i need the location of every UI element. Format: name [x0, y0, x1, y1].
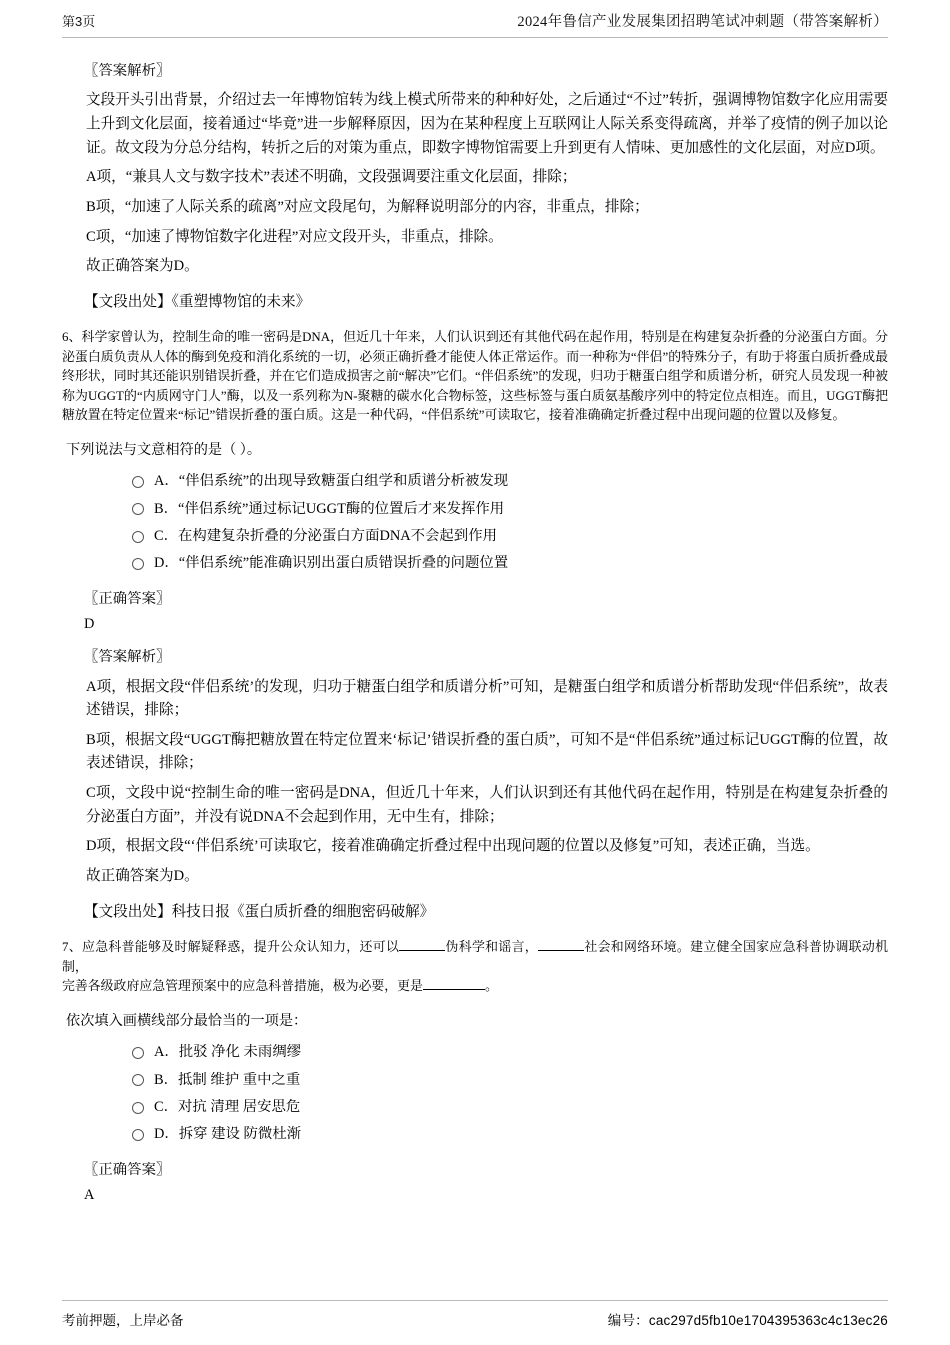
- q7-option-c-label: C．对抗 清理 居安思危: [154, 1099, 301, 1116]
- q6-answer-value: D: [84, 615, 95, 632]
- q7-stem-line2-part2: 。: [484, 979, 498, 994]
- question-6: [62, 328, 888, 924]
- q5-source-label: 【文段出处】《重塑博物馆的未来》: [84, 293, 311, 310]
- radio-icon[interactable]: [132, 1047, 144, 1059]
- q6-option-d-label: D．“伴侣系统”能准确识别出蛋白质错误折叠的问题位置: [154, 555, 509, 572]
- footer-row: [62, 1309, 888, 1329]
- q5-analysis-p1: 文段开头引出背景，介绍过去一年博物馆转为线上模式所带来的种种好处，之后通过“不过”转折，强调博物馆数字化应用需要上升到文化层面，接着通过“毕竟”进一步解释原因，因为在某种程度上互联网让人际关系变得疏离，并举了疫情的例子加以论证。故文段为分总分结构，转折之后的对策为重点，即数字博物馆需要上升到更有人情味、更加感性的文化层面，对应D项。: [86, 92, 888, 156]
- q5-analysis-p4: C项，“加速了博物馆数字化进程”对应文段开头，非重点，排除。: [86, 228, 503, 245]
- page-footer: [62, 1300, 888, 1329]
- q6-option-a-label: A．“伴侣系统”的出现导致糖蛋白组学和质谱分析被发现: [154, 473, 509, 490]
- q7-stem-line2-part1: 完善各级政府应急管理预案中的应急科普措施，极为必要，更是: [62, 979, 423, 994]
- footer-code: [608, 1309, 888, 1329]
- q7-stem-part3: 社会和网络环境。建立健全国家应急科普协调联动机制，: [62, 940, 889, 974]
- q6-analysis-p5: 故正确答案为D。: [86, 868, 199, 885]
- q5-analysis-p2: A项，“兼具人文与数字技术”表述不明确，文段强调要注重文化层面，排除；: [86, 169, 577, 186]
- q6-options: [62, 470, 888, 575]
- radio-icon[interactable]: [132, 531, 144, 543]
- radio-icon[interactable]: [132, 1129, 144, 1141]
- q6-analysis-p4: D项，根据文段“‘伴侣系统’可读取它，接着准确确定折叠过程中出现问题的位置以及修复”可知，表述正确，当选。: [86, 838, 820, 855]
- radio-icon[interactable]: [132, 1102, 144, 1114]
- q5-analysis-label: 〖答案解析〗: [84, 63, 171, 79]
- q6-ask: 下列说法与文意相符的是（ ）。: [66, 442, 262, 459]
- q7-option-c[interactable]: [132, 1096, 888, 1119]
- radio-icon[interactable]: [132, 558, 144, 570]
- radio-icon[interactable]: [132, 476, 144, 488]
- q7-options: [62, 1041, 888, 1146]
- q7-option-a[interactable]: [132, 1041, 888, 1064]
- radio-icon[interactable]: [132, 1074, 144, 1086]
- q6-analysis-p3: C项，文段中说“控制生命的唯一密码是DNA，但近几十年来，人们认识到还有其他代码在起作用，特别是在构建复杂折叠的分泌蛋白方面”，并没有说DNA不会起到作用，无中生有，排除；: [86, 785, 888, 825]
- q7-stem: [62, 938, 888, 996]
- q6-option-c[interactable]: [132, 525, 888, 548]
- q6-analysis-label: 〖答案解析〗: [84, 649, 171, 666]
- footer-code-value: cac297d5fb10e1704395363c4c13ec26: [648, 1313, 888, 1328]
- q6-option-d[interactable]: [132, 552, 888, 575]
- q7-option-a-label: A．批驳 净化 未雨绸缪: [154, 1044, 302, 1061]
- q7-ask: 依次填入画横线部分最恰当的一项是：: [66, 1013, 308, 1030]
- q7-stem-part2: 伪科学和谣言，: [445, 940, 539, 955]
- q7-blank-2: [538, 950, 584, 951]
- q6-option-a[interactable]: [132, 470, 888, 493]
- q7-option-b-label: B．抵制 维护 重中之重: [154, 1071, 301, 1088]
- q6-analysis-p1: A项，根据文段“伴侣系统’的发现，归功于糖蛋白组学和质谱分析”可知，是糖蛋白组学和质谱分析帮助发现“伴侣系统”，故表述错误，排除；: [86, 678, 888, 719]
- q5-analysis-p5: 故正确答案为D。: [86, 258, 199, 275]
- footer-code-label: 编号：: [607, 1313, 649, 1328]
- q5-analysis-p3: B项，“加速了人际关系的疏离”对应文段尾句，为解释说明部分的内容，非重点，排除；: [86, 198, 649, 215]
- q7-blank-1: [399, 950, 445, 951]
- radio-icon[interactable]: [132, 503, 144, 515]
- q7-blank-3: [423, 989, 485, 990]
- q6-source-label: 【文段出处】科技日报《蛋白质折叠的细胞密码破解》: [84, 903, 435, 920]
- page-header: [62, 0, 888, 31]
- q7-option-d[interactable]: [132, 1123, 888, 1146]
- q7-option-b[interactable]: [132, 1069, 888, 1092]
- q6-option-b[interactable]: [132, 498, 888, 521]
- footer-divider: [62, 1300, 888, 1301]
- q6-answer-label: 〖正确答案〗: [84, 590, 171, 607]
- page-number: 第3页: [62, 14, 96, 29]
- document-content: [62, 38, 888, 1207]
- q6-stem: 6、科学家曾认为，控制生命的唯一密码是DNA，但近几十年来，人们认识到还有其他代码在起作用，特别是在构建复杂折叠的分泌蛋白方面。分泌蛋白质负责从人体的酶到免疫和消化系统的一切，必须正确折叠才能使人体正常运作。而一种称为“伴侣”的特殊分子，有助于将蛋白质折叠成最终形状，同时其还能识别错误折叠，并在它们造成损害之前“解决”它们。“伴侣系统”的发现，归功于糖蛋白组学和质谱分析，研究人员发现一种被称为UGGT的“内质网守门人”酶，以及一系列称为N-聚糖的碳水化合物标签，这些标签与蛋白质氨基酸序列中的特定位点相连。而且，UGGT酶把糖放置在特定位置来“标记”错误折叠的蛋白质。这是一种代码，“伴侣系统”可读取它，接着准确确定折叠过程中出现问题的位置以及修复。: [62, 330, 888, 422]
- q6-option-c-label: C．在构建复杂折叠的分泌蛋白方面DNA不会起到作用: [154, 527, 497, 544]
- document-title: 2024年鲁信产业发展集团招聘笔试冲刺题（带答案解析）: [517, 14, 888, 30]
- q6-option-b-label: B．“伴侣系统”通过标记UGGT酶的位置后才来发挥作用: [154, 500, 505, 517]
- q7-answer-label: 〖正确答案〗: [84, 1161, 171, 1178]
- q6-analysis-p2: B项，根据文段“UGGT酶把糖放置在特定位置来‘标记’错误折叠的蛋白质”，可知不是“伴侣系统”通过标记UGGT酶的位置，故表述错误，排除；: [86, 731, 888, 772]
- q7-stem-part1: 7、应急科普能够及时解疑释惑，提升公众认知力，还可以: [62, 940, 400, 955]
- footer-slogan: 考前押题，上岸必备: [62, 1313, 184, 1328]
- q7-option-d-label: D．拆穿 建设 防微杜渐: [154, 1126, 302, 1143]
- q7-answer-value: A: [84, 1187, 95, 1204]
- question-7: [62, 938, 888, 1207]
